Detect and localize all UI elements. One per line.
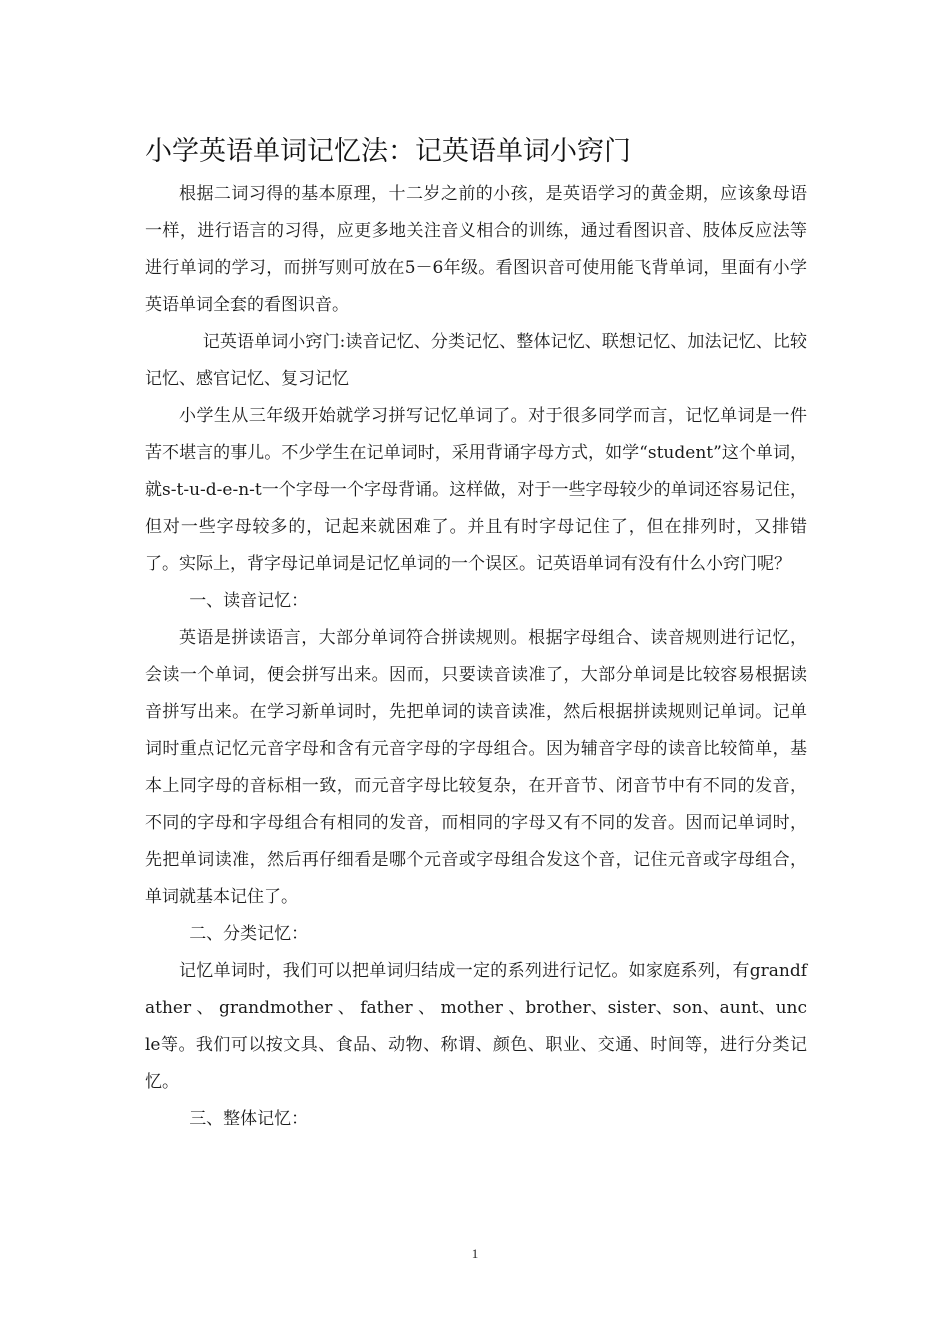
paragraph-intro: 根据二词习得的基本原理，十二岁之前的小孩，是英语学习的黄金期，应该象母语一样，进行语言的习得，应更多地关注音义相合的训练，通过看图识音、肢体反应法等进行单词的学习，而拼写则可放在5－6年级。看图识音可使用能飞背单词，里面有小学英语单词全套的看图识音。 — [145, 184, 807, 315]
page-number: 1 — [471, 1246, 479, 1261]
paragraph-pronunciation: 英语是拼读语言，大部分单词符合拼读规则。根据字母组合、读音规则进行记忆，会读一个单词，便会拼写出来。因而，只要读音读准了，大部分单词是比较容易根据读音拼写出来。在学习新单词时，先把单词的读音读准，然后根据拼读规则记单词。记单词时重点记忆元音字母和含有元音字母的字母组合。因为辅音字母的读音比较简单，基本上同字母的音标相一致，而元音字母比较复杂，在开音节、闭音节中有不同的发音，不同的字母和字母组合有相同的发音，而相同的字母又有不同的发音。因而记单词时，先把单词读准，然后再仔细看是哪个元音或字母组合发这个音，记住元音或字母组合，单词就基本记住了。 — [145, 628, 807, 907]
section-heading-classification: 二、分类记忆： — [189, 924, 309, 944]
paragraph-problem: 小学生从三年级开始就学习拼写记忆单词了。对于很多同学而言，记忆单词是一件苦不堪言的事儿。不少学生在记单词时，采用背诵字母方式，如学“student”这个单词，就s-t-u-d-e-n-t一个字母一个字母背诵。这样做，对于一些字母较少的单词还容易记住，但对一些字母较多的，记起来就困难了。并且有时字母记住了，但在排列时，又排错了。实际上，背字母记单词是记忆单词的一个误区。记英语单词有没有什么小窍门呢？ — [145, 406, 807, 574]
document-body — [145, 130, 807, 1138]
paragraph-classification: 记忆单词时，我们可以把单词归结成一定的系列进行记忆。如家庭系列，有grandfather 、 grandmother 、 father 、 mother 、brother、sister、son、aunt、uncle等。我们可以按文具、食品、动物、称谓、颜色、职业、交通、时间等，进行分类记忆。 — [145, 961, 807, 1092]
section-heading-pronunciation: 一、读音记忆： — [189, 591, 309, 611]
section-heading-whole: 三、整体记忆： — [189, 1109, 309, 1129]
paragraph-tips-summary: 记英语单词小窍门:读音记忆、分类记忆、整体记忆、联想记忆、加法记忆、比较记忆、感官记忆、复习记忆 — [145, 332, 807, 389]
document-title: 小学英语单词记忆法：记英语单词小窍门 — [145, 136, 631, 167]
